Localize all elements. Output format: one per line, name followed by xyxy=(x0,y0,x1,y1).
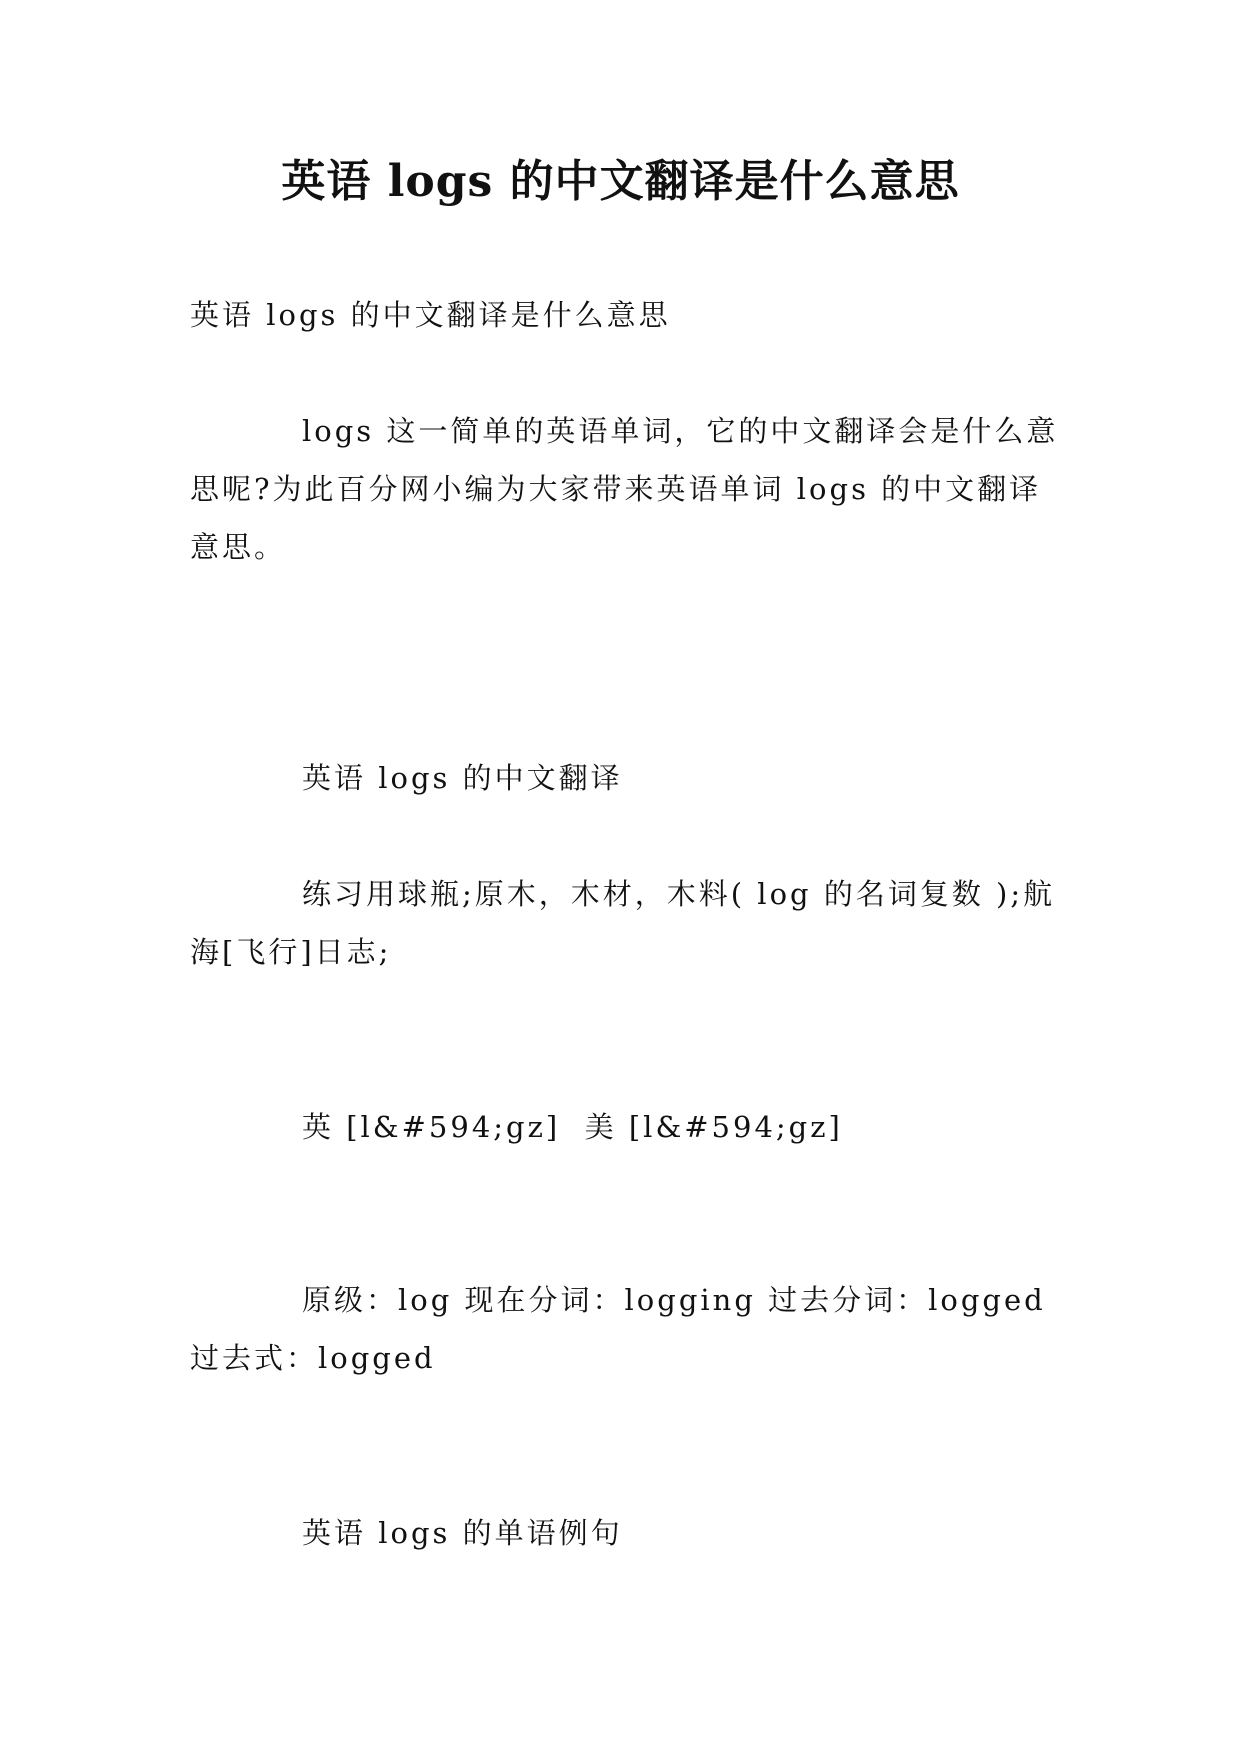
examples-heading: 英语 logs 的单语例句 xyxy=(302,1516,623,1550)
intro-paragraph: logs 这一简单的英语单词，它的中文翻译会是什么意思呢?为此百分网小编为大家带来英语单词 logs 的中文翻译意思。 xyxy=(190,414,1059,564)
translation-heading: 英语 logs 的中文翻译 xyxy=(302,761,623,795)
pronunciation-paragraph: 英 [l&#594;gz] 美 [l&#594;gz] xyxy=(302,1110,843,1144)
document-title: 英语 logs 的中文翻译是什么意思 xyxy=(281,156,960,207)
subtitle-paragraph: 英语 logs 的中文翻译是什么意思 xyxy=(190,298,671,332)
word-forms-paragraph: 原级：log 现在分词：logging 过去分词：logged 过去式：logged xyxy=(190,1283,1058,1375)
definition-paragraph: 练习用球瓶;原木，木材，木料( log 的名词复数 );航海[飞行]日志; xyxy=(190,877,1056,969)
